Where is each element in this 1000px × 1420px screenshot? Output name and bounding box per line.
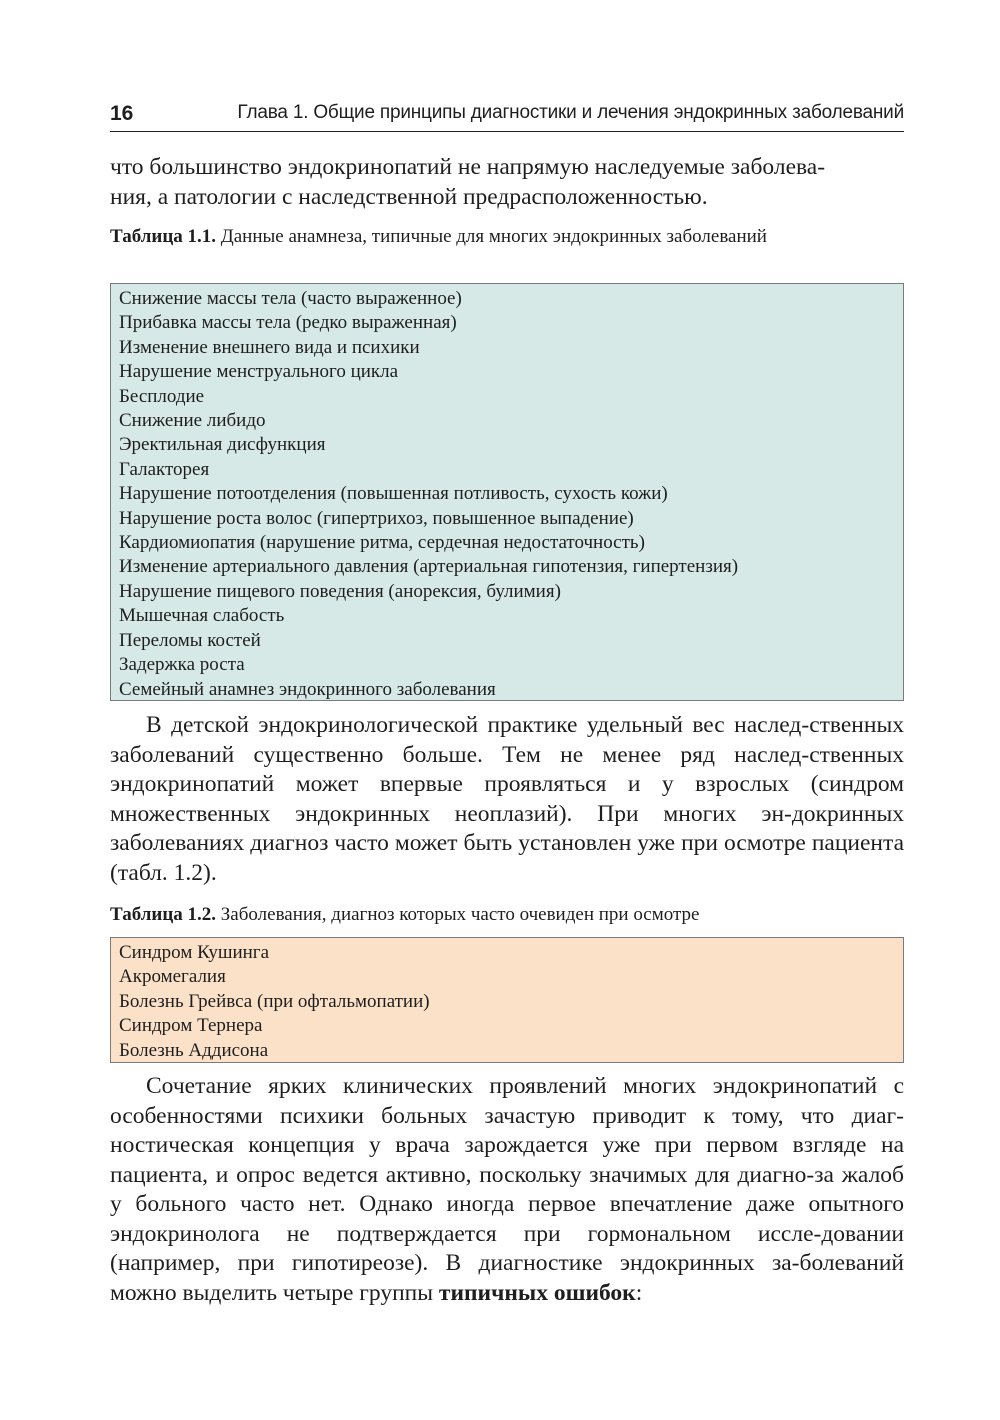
paragraph-text: Сочетание ярких клинических проявлений многих эндокринопатий с особенностями психики больных зачастую приводит к тому, что диаг-ностическая концепция у врача зарождается уже при первом взгляде на пациента, и опрос ведется активно, поскольку значимых для диагно-за жалоб у больного часто нет. Однако иногда первое впечатление даже опытного эндокринолога не подтверждается при гормональном иссле-довании (например, при гипотиреозе). В диагностике эндокринных за-болеваний можно выделить четыре группы <box>110 1073 904 1306</box>
page-number: 16 <box>110 102 134 125</box>
table-1-caption <box>110 225 904 249</box>
table-row: Синдром Тернера <box>119 1015 263 1037</box>
table-row: Задержка роста <box>119 654 245 676</box>
table-row: Нарушение потоотделения (повышенная потливость, сухость кожи) <box>119 483 668 505</box>
table-row: Мышечная слабость <box>119 605 285 627</box>
header-rule <box>110 131 904 132</box>
paragraph-ending: : <box>635 1279 643 1306</box>
table-row: Нарушение менструального цикла <box>119 361 399 383</box>
paragraph-line: что большинство эндокринопатий не напрямую наследуемые заболева- <box>110 154 826 180</box>
table-row: Изменение внешнего вида и психики <box>119 336 420 358</box>
table-row: Галакторея <box>119 458 210 480</box>
table-1-anamnesis <box>110 283 904 701</box>
running-title: Глава 1. Общие принципы диагностики и лечения эндокринных заболеваний <box>237 102 904 123</box>
table-row: Эректильная дисфункция <box>119 434 326 456</box>
table-2-caption <box>110 903 904 927</box>
table-row: Нарушение роста волос (гипертрихоз, повышенное выпадение) <box>119 507 634 529</box>
paragraph-line: ния, а патологии с наследственной предрасположенностью. <box>110 183 708 210</box>
page-header <box>110 98 904 132</box>
table-2-label: Таблица 1.2. <box>110 904 217 925</box>
table-2-caption-text: Заболевания, диагноз которых часто очевиден при осмотре <box>220 904 700 925</box>
table-row: Снижение массы тела (часто выраженное) <box>119 288 462 309</box>
paragraph-continuation <box>110 153 904 212</box>
table-row: Переломы костей <box>119 629 261 651</box>
table-1-caption-text: Данные анамнеза, типичные для многих эндокринных заболеваний <box>220 226 767 247</box>
paragraph-diagnostics <box>110 1072 904 1308</box>
table-row: Акромегалия <box>119 966 226 988</box>
table-row: Прибавка массы тела (редко выраженная) <box>119 312 457 334</box>
table-row: Болезнь Грейвса (при офтальмопатии) <box>119 990 430 1012</box>
table-row: Семейный анамнез эндокринного заболевания <box>119 678 496 700</box>
table-row: Кардиомиопатия (нарушение ритма, сердечная недостаточность) <box>119 532 645 554</box>
table-row: Изменение артериального давления (артериальная гипотензия, гипертензия) <box>119 556 739 578</box>
table-row: Снижение либидо <box>119 410 266 432</box>
bold-term: типичных ошибок <box>438 1279 636 1306</box>
table-row: Нарушение пищевого поведения (анорексия, булимия) <box>119 580 561 602</box>
table-row: Бесплодие <box>119 385 205 407</box>
table-row: Синдром Кушинга <box>119 942 270 963</box>
paragraph-pediatric: В детской эндокринологической практике удельный вес наслед-ственных заболеваний существенно больше. Тем не менее ряд наслед-ственных эндокринопатий может впервые проявляться и у взрослых (синдром множественных эндокринных неоплазий). При многих эн-докринных заболеваниях диагноз часто может быть установлен уже при осмотре пациента (табл. 1.2). <box>110 712 904 886</box>
table-2-diseases <box>110 937 904 1063</box>
table-row: Болезнь Аддисона <box>119 1039 269 1061</box>
table-1-label: Таблица 1.1. <box>110 226 217 247</box>
